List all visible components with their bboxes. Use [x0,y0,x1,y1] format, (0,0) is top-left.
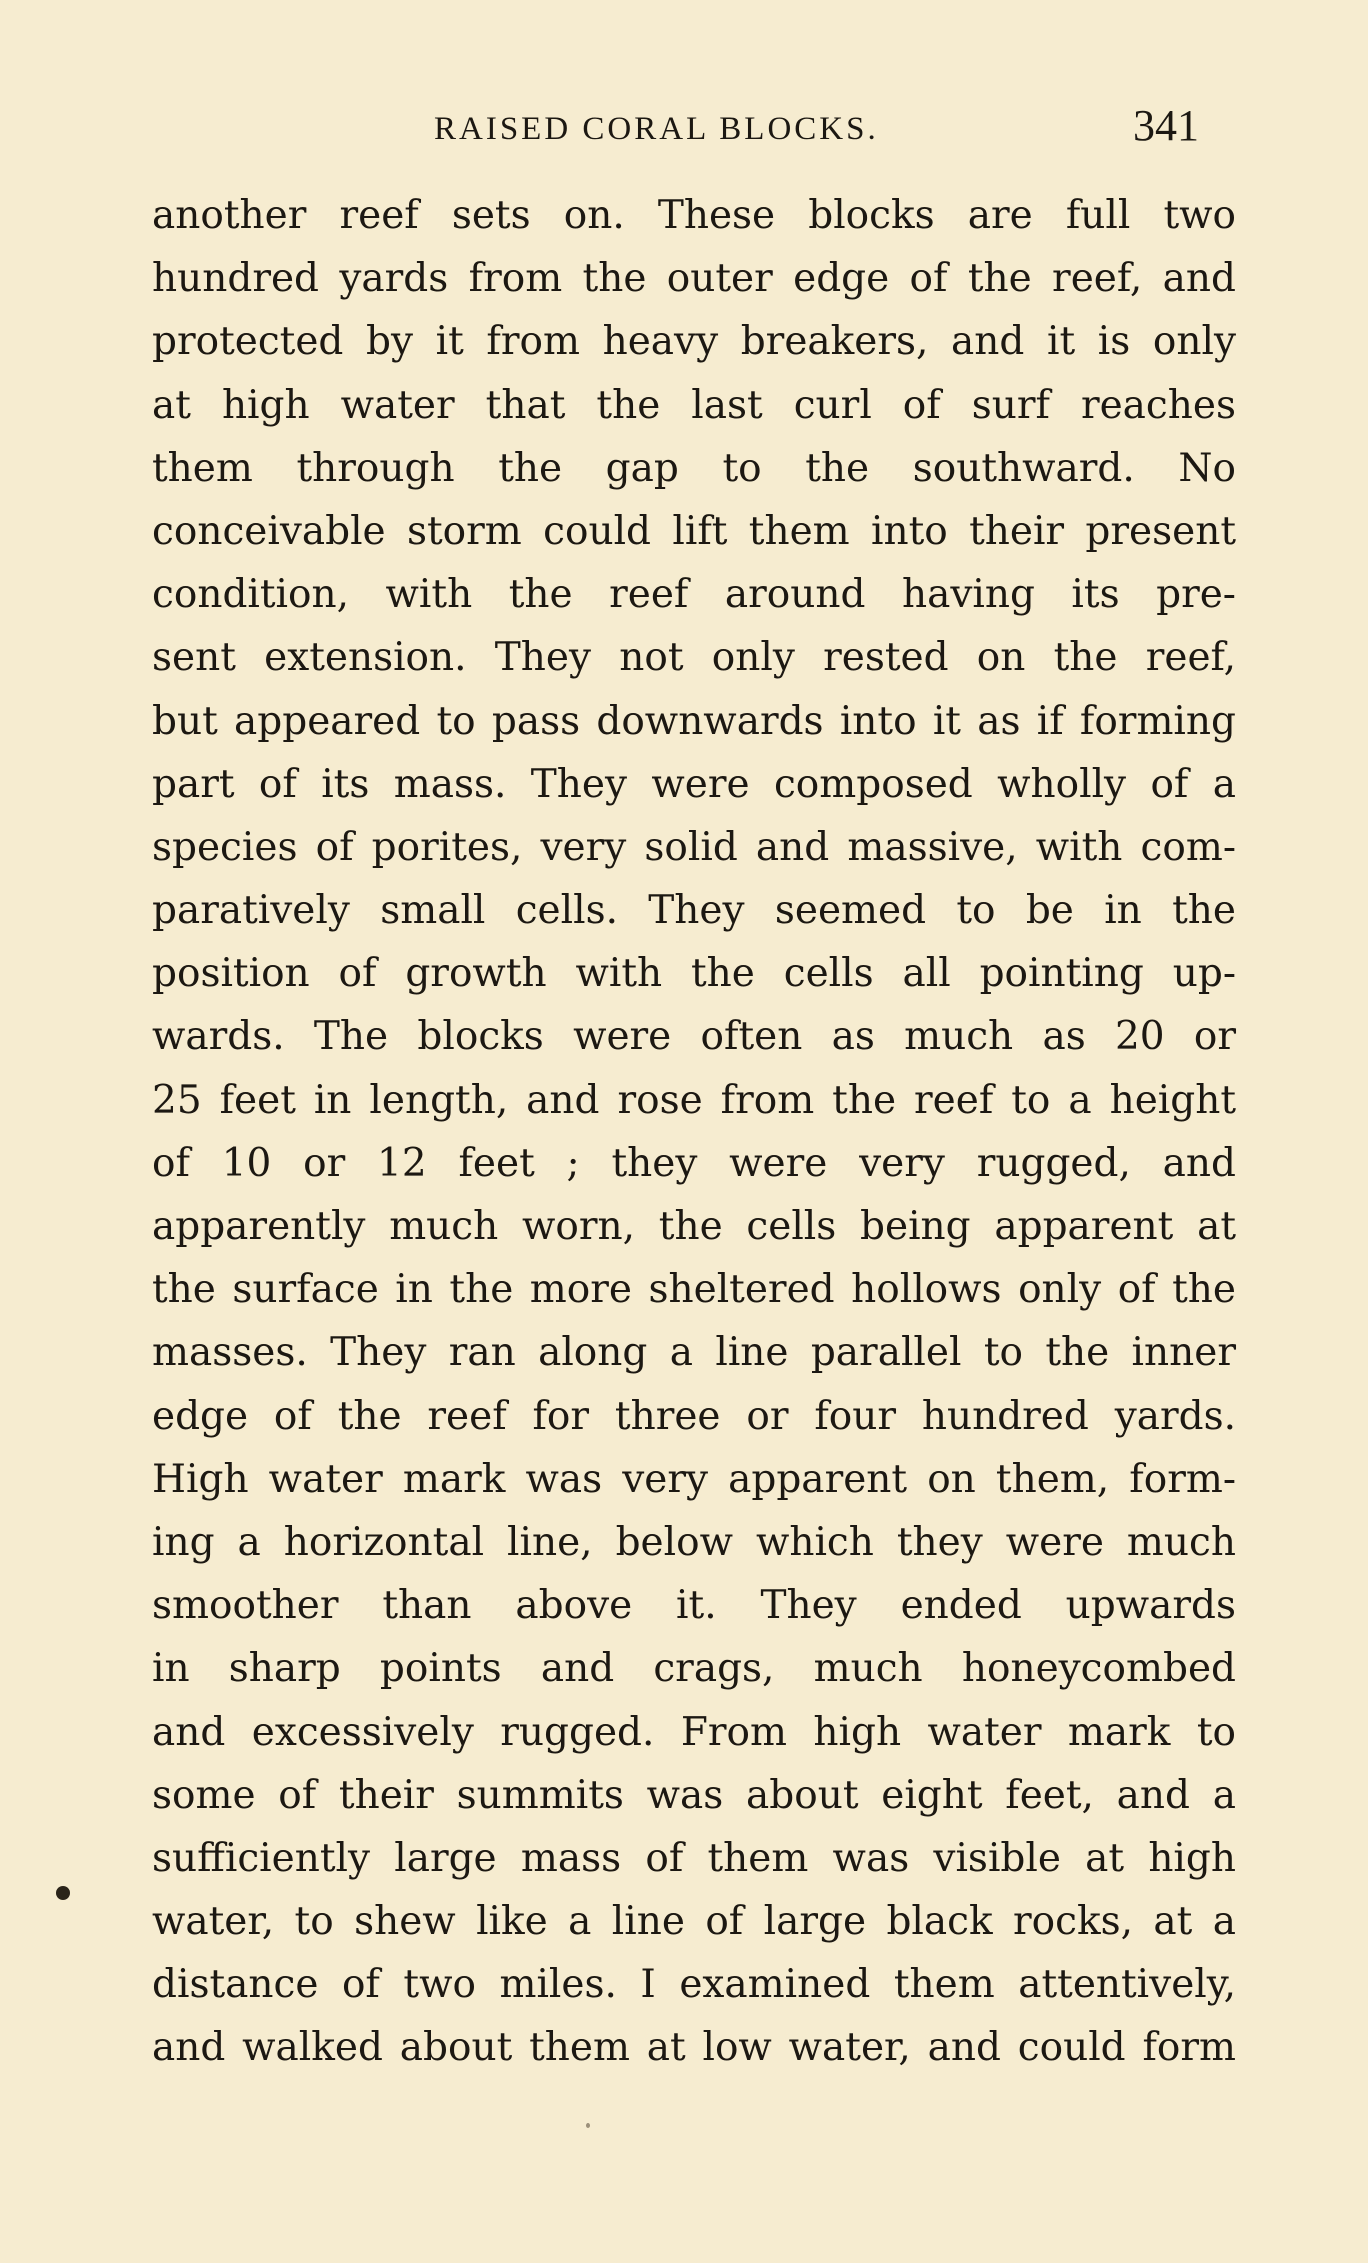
text-line: distance of two miles. I examined them attentively, [152,1962,1236,2008]
text-line: at high water that the last curl of surf reaches [152,382,1236,428]
text-line: smoother than above it. They ended upwards [152,1583,1236,1629]
text-line: in sharp points and crags, much honeycombed [152,1646,1236,1692]
text-line: of 10 or 12 feet ; they were very rugged, and [152,1140,1236,1186]
text-line: but appeared to pass downwards into it as if forming [152,698,1236,744]
text-line: and walked about them at low water, and could form [152,2025,1236,2071]
text-line: ing a horizontal line, below which they were much [152,1519,1236,1565]
text-line: apparently much worn, the cells being apparent at [152,1204,1236,1249]
text-line: position of growth with the cells all pointing up- [152,951,1236,997]
text-line: species of porites, very solid and massive, with com- [152,824,1236,870]
text-line: masses. They ran along a line parallel to the inner [152,1330,1236,1376]
text-line: part of its mass. They were composed wholly of a [152,761,1236,807]
running-head: RAISED CORAL BLOCKS. [434,111,879,147]
text-line: conceivable storm could lift them into their present [152,508,1236,554]
text-line: the surface in the more sheltered hollows only of the [152,1267,1236,1313]
text-line: protected by it from heavy breakers, and it is only [152,319,1236,365]
margin-ink-dot [56,1886,70,1900]
text-line: water, to shew like a line of large black rocks, at a [152,1899,1236,1945]
text-line: edge of the reef for three or four hundred yards. [152,1393,1236,1439]
body-text [152,184,1236,2080]
text-line: sent extension. They not only rested on the reef, [152,635,1236,681]
text-line: some of their summits was about eight feet, and a [152,1772,1236,1818]
text-line: wards. The blocks were often as much as 20 or [152,1014,1236,1060]
text-line: 25 feet in length, and rose from the reef to a height [152,1077,1236,1123]
text-line: High water mark was very apparent on them, form- [152,1456,1236,1502]
text-line: condition, with the reef around having its pre- [152,572,1236,618]
page-number: 341 [1133,101,1199,150]
text-line: them through the gap to the southward. No [152,445,1236,491]
paper-speck [586,2123,590,2128]
text-line: paratively small cells. They seemed to be in the [152,888,1236,934]
text-line: sufficiently large mass of them was visible at high [152,1835,1236,1881]
text-line: hundred yards from the outer edge of the reef, and [152,256,1236,302]
text-line: another reef sets on. These blocks are full two [152,193,1236,238]
text-line: and excessively rugged. From high water mark to [152,1709,1236,1755]
page-header [0,101,1368,164]
